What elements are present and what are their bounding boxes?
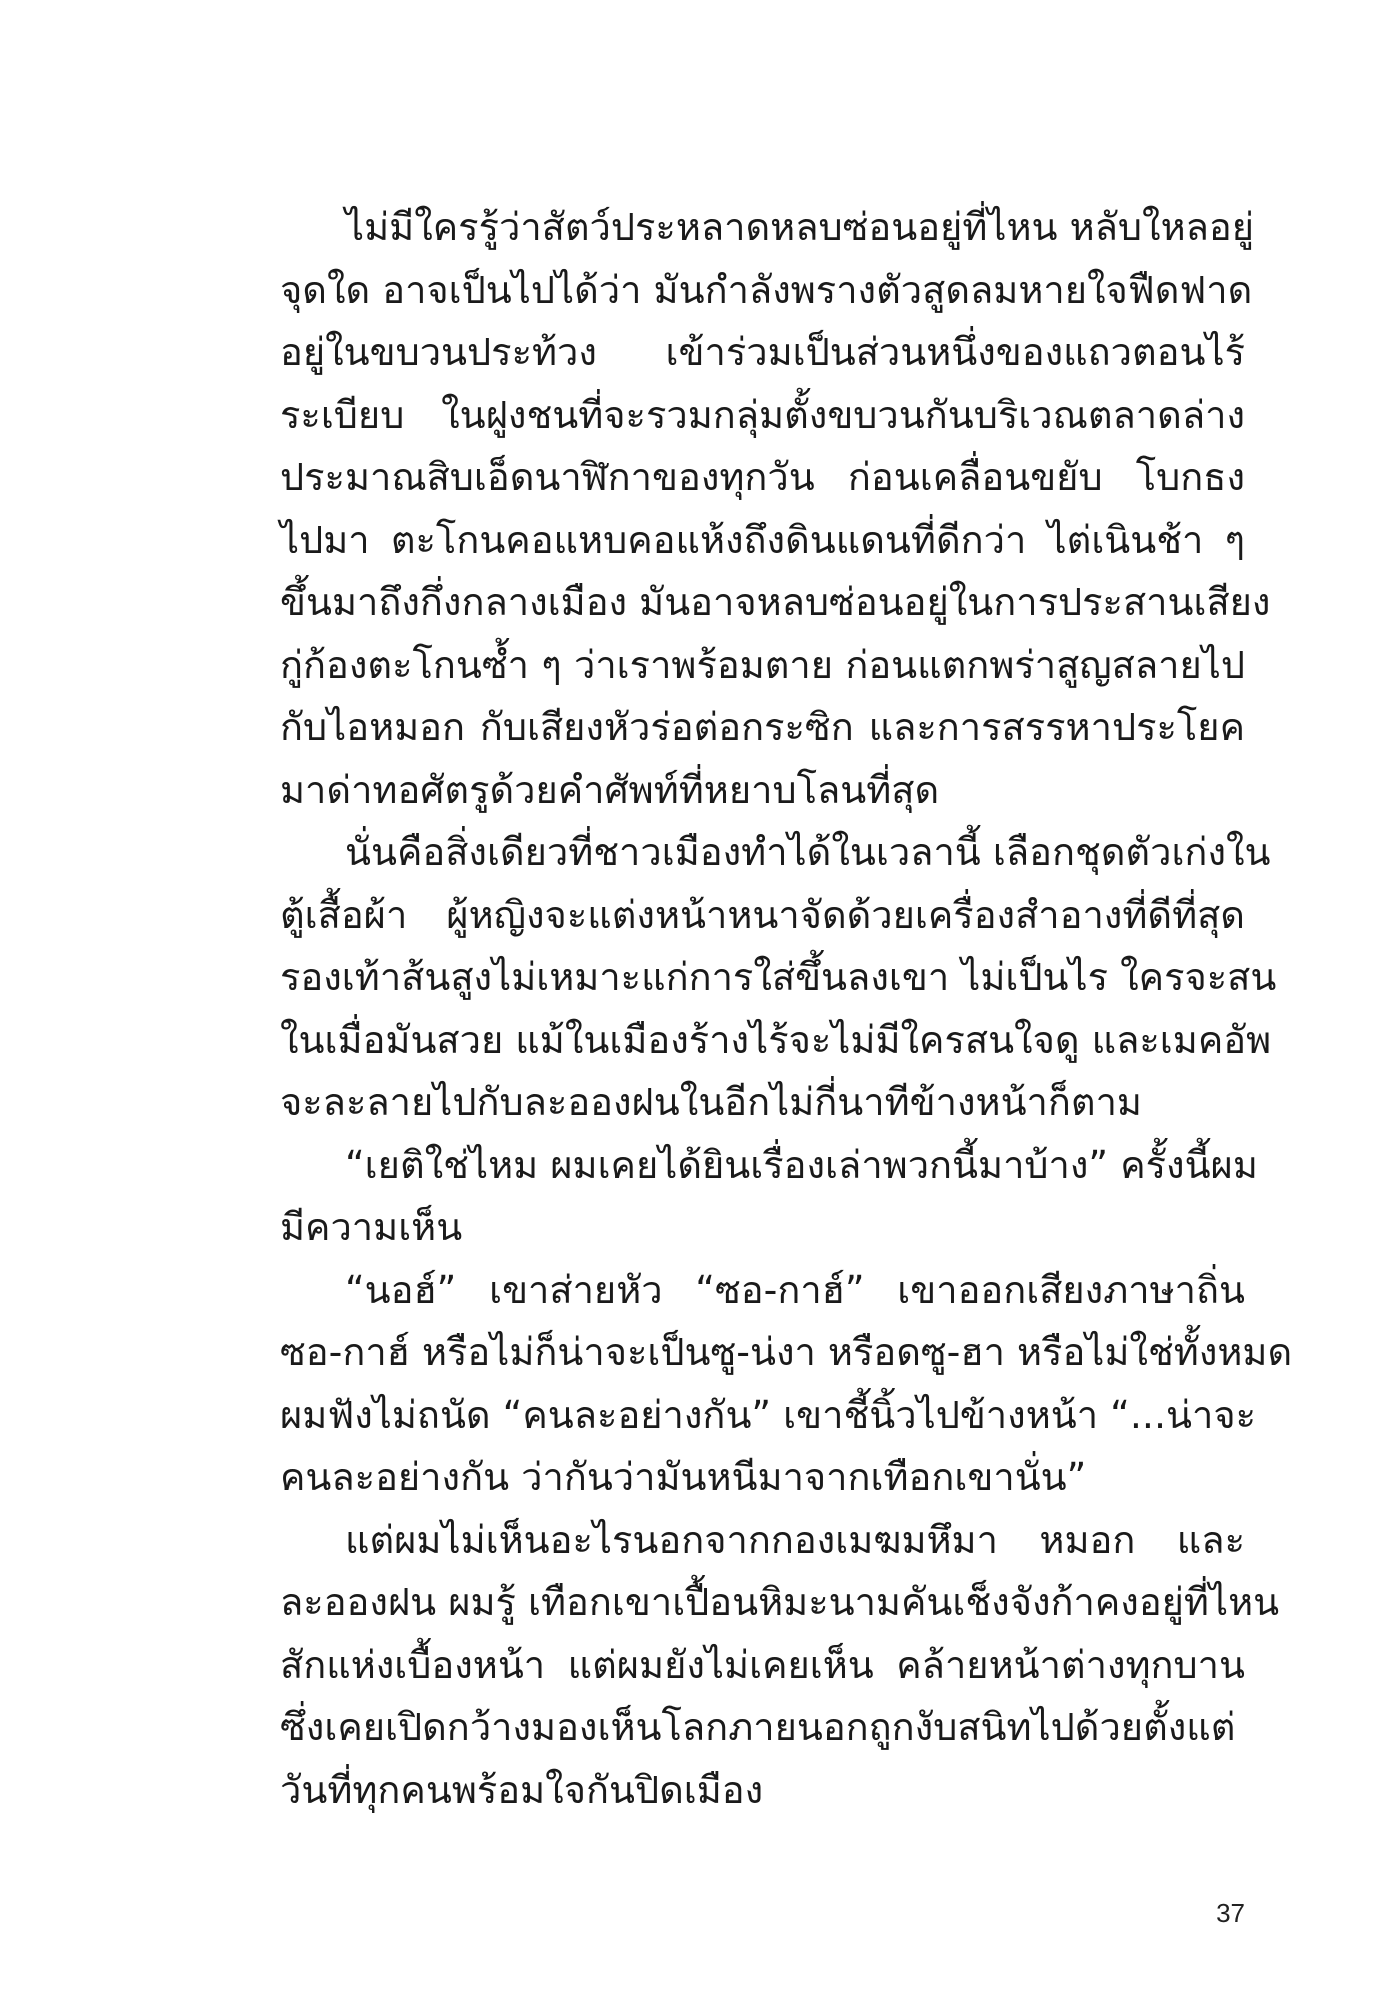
text-line: ไปมา ตะโกนคอแหบคอแห้งถึงดินแดนที่ดีกว่า ไต่เนินช้า ๆ [280, 517, 1245, 562]
page-number: 37 [1216, 1898, 1245, 1928]
paragraph-2 [280, 821, 1277, 1134]
text-line: วันที่ทุกคนพร้อมใจกันปิดเมือง [280, 1767, 764, 1812]
text-line: มีความเห็น [280, 1205, 463, 1249]
text-line: จุดใด อาจเป็นไปได้ว่า มันกำลังพรางตัวสูดลมหายใจฟืดฟาด [280, 267, 1253, 312]
text-line: ประมาณสิบเอ็ดนาฬิกาของทุกวัน ก่อนเคลื่อนขยับ โบกธง [280, 455, 1245, 499]
paragraph-4 [280, 1259, 1293, 1509]
text-line: ละอองฝน ผมรู้ เทือกเขาเปื้อนหิมะนามคันเช็งจังก้าคงอยู่ที่ไหน [280, 1580, 1280, 1624]
text-line: ตู้เสื้อผ้า ผู้หญิงจะแต่งหน้าหนาจัดด้วยเครื่องสำอางที่ดีที่สุด [280, 892, 1245, 937]
text-line: รองเท้าส้นสูงไม่เหมาะแก่การใส่ขึ้นลงเขา ไม่เป็นไร ใครจะสน [280, 955, 1277, 999]
text-line: ระเบียบ ในฝูงชนที่จะรวมกลุ่มตั้งขบวนกันบริเวณตลาดล่าง [280, 392, 1245, 437]
text-line: แต่ผมไม่เห็นอะไรนอกจากกองเมฆมหึมา หมอก และ [345, 1517, 1245, 1562]
text-line: “นอฮ์” เขาส่ายหัว “ซอ-กาฮ์” เขาออกเสียงภาษาถิ่น [345, 1267, 1245, 1312]
text-line: ในเมื่อมันสวย แม้ในเมืองร้างไร้จะไม่มีใครสนใจดู และเมคอัพ [280, 1017, 1272, 1062]
paragraph-3 [280, 1134, 1258, 1259]
text-line: กับไอหมอก กับเสียงหัวร่อต่อกระซิก และการสรรหาประโยค [280, 705, 1245, 749]
text-line: คนละอย่างกัน ว่ากันว่ามันหนีมาจากเทือกเขานั่น” [280, 1455, 1087, 1499]
text-line: ซอ-กาฮ์ หรือไม่ก็น่าจะเป็นซู-น่งา หรือดซู-ฮา หรือไม่ใช่ทั้งหมด [280, 1330, 1293, 1374]
text-line: ไม่มีใครรู้ว่าสัตว์ประหลาดหลบซ่อนอยู่ที่ไหน หลับใหลอยู่ [345, 205, 1255, 249]
text-line: กู่ก้องตะโกนซ้ำ ๆ ว่าเราพร้อมตาย ก่อนแตกพร่าสูญสลายไป [280, 642, 1245, 687]
text-line: จะละลายไปกับละอองฝนในอีกไม่กี่นาทีข้างหน้าก็ตาม [280, 1080, 1142, 1124]
paragraph-1 [280, 196, 1271, 821]
paragraph-5 [280, 1509, 1280, 1822]
text-line: มาด่าทอศัตรูด้วยคำศัพท์ที่หยาบโลนที่สุด [280, 767, 940, 812]
text-line: ขึ้นมาถึงกึ่งกลางเมือง มันอาจหลบซ่อนอยู่ในการประสานเสียง [280, 580, 1271, 624]
text-line: ซึ่งเคยเปิดกว้างมองเห็นโลกภายนอกถูกงับสนิทไปด้วยตั้งแต่ [280, 1705, 1236, 1749]
body-text [280, 196, 1293, 1821]
text-line: “เยติใช่ไหม ผมเคยได้ยินเรื่องเล่าพวกนี้มาบ้าง” ครั้งนี้ผม [345, 1142, 1258, 1187]
text-line: ผมฟังไม่ถนัด “คนละอย่างกัน” เขาชี้นิ้วไปข้างหน้า “...น่าจะ [280, 1392, 1257, 1437]
text-line: สักแห่งเบื้องหน้า แต่ผมยังไม่เคยเห็น คล้ายหน้าต่างทุกบาน [280, 1642, 1245, 1687]
text-line: นั่นคือสิ่งเดียวที่ชาวเมืองทำได้ในเวลานี้ เลือกชุดตัวเก่งใน [345, 830, 1271, 874]
text-line: อยู่ในขบวนประท้วง เข้าร่วมเป็นส่วนหนึ่งของแถวตอนไร้ [280, 330, 1245, 374]
